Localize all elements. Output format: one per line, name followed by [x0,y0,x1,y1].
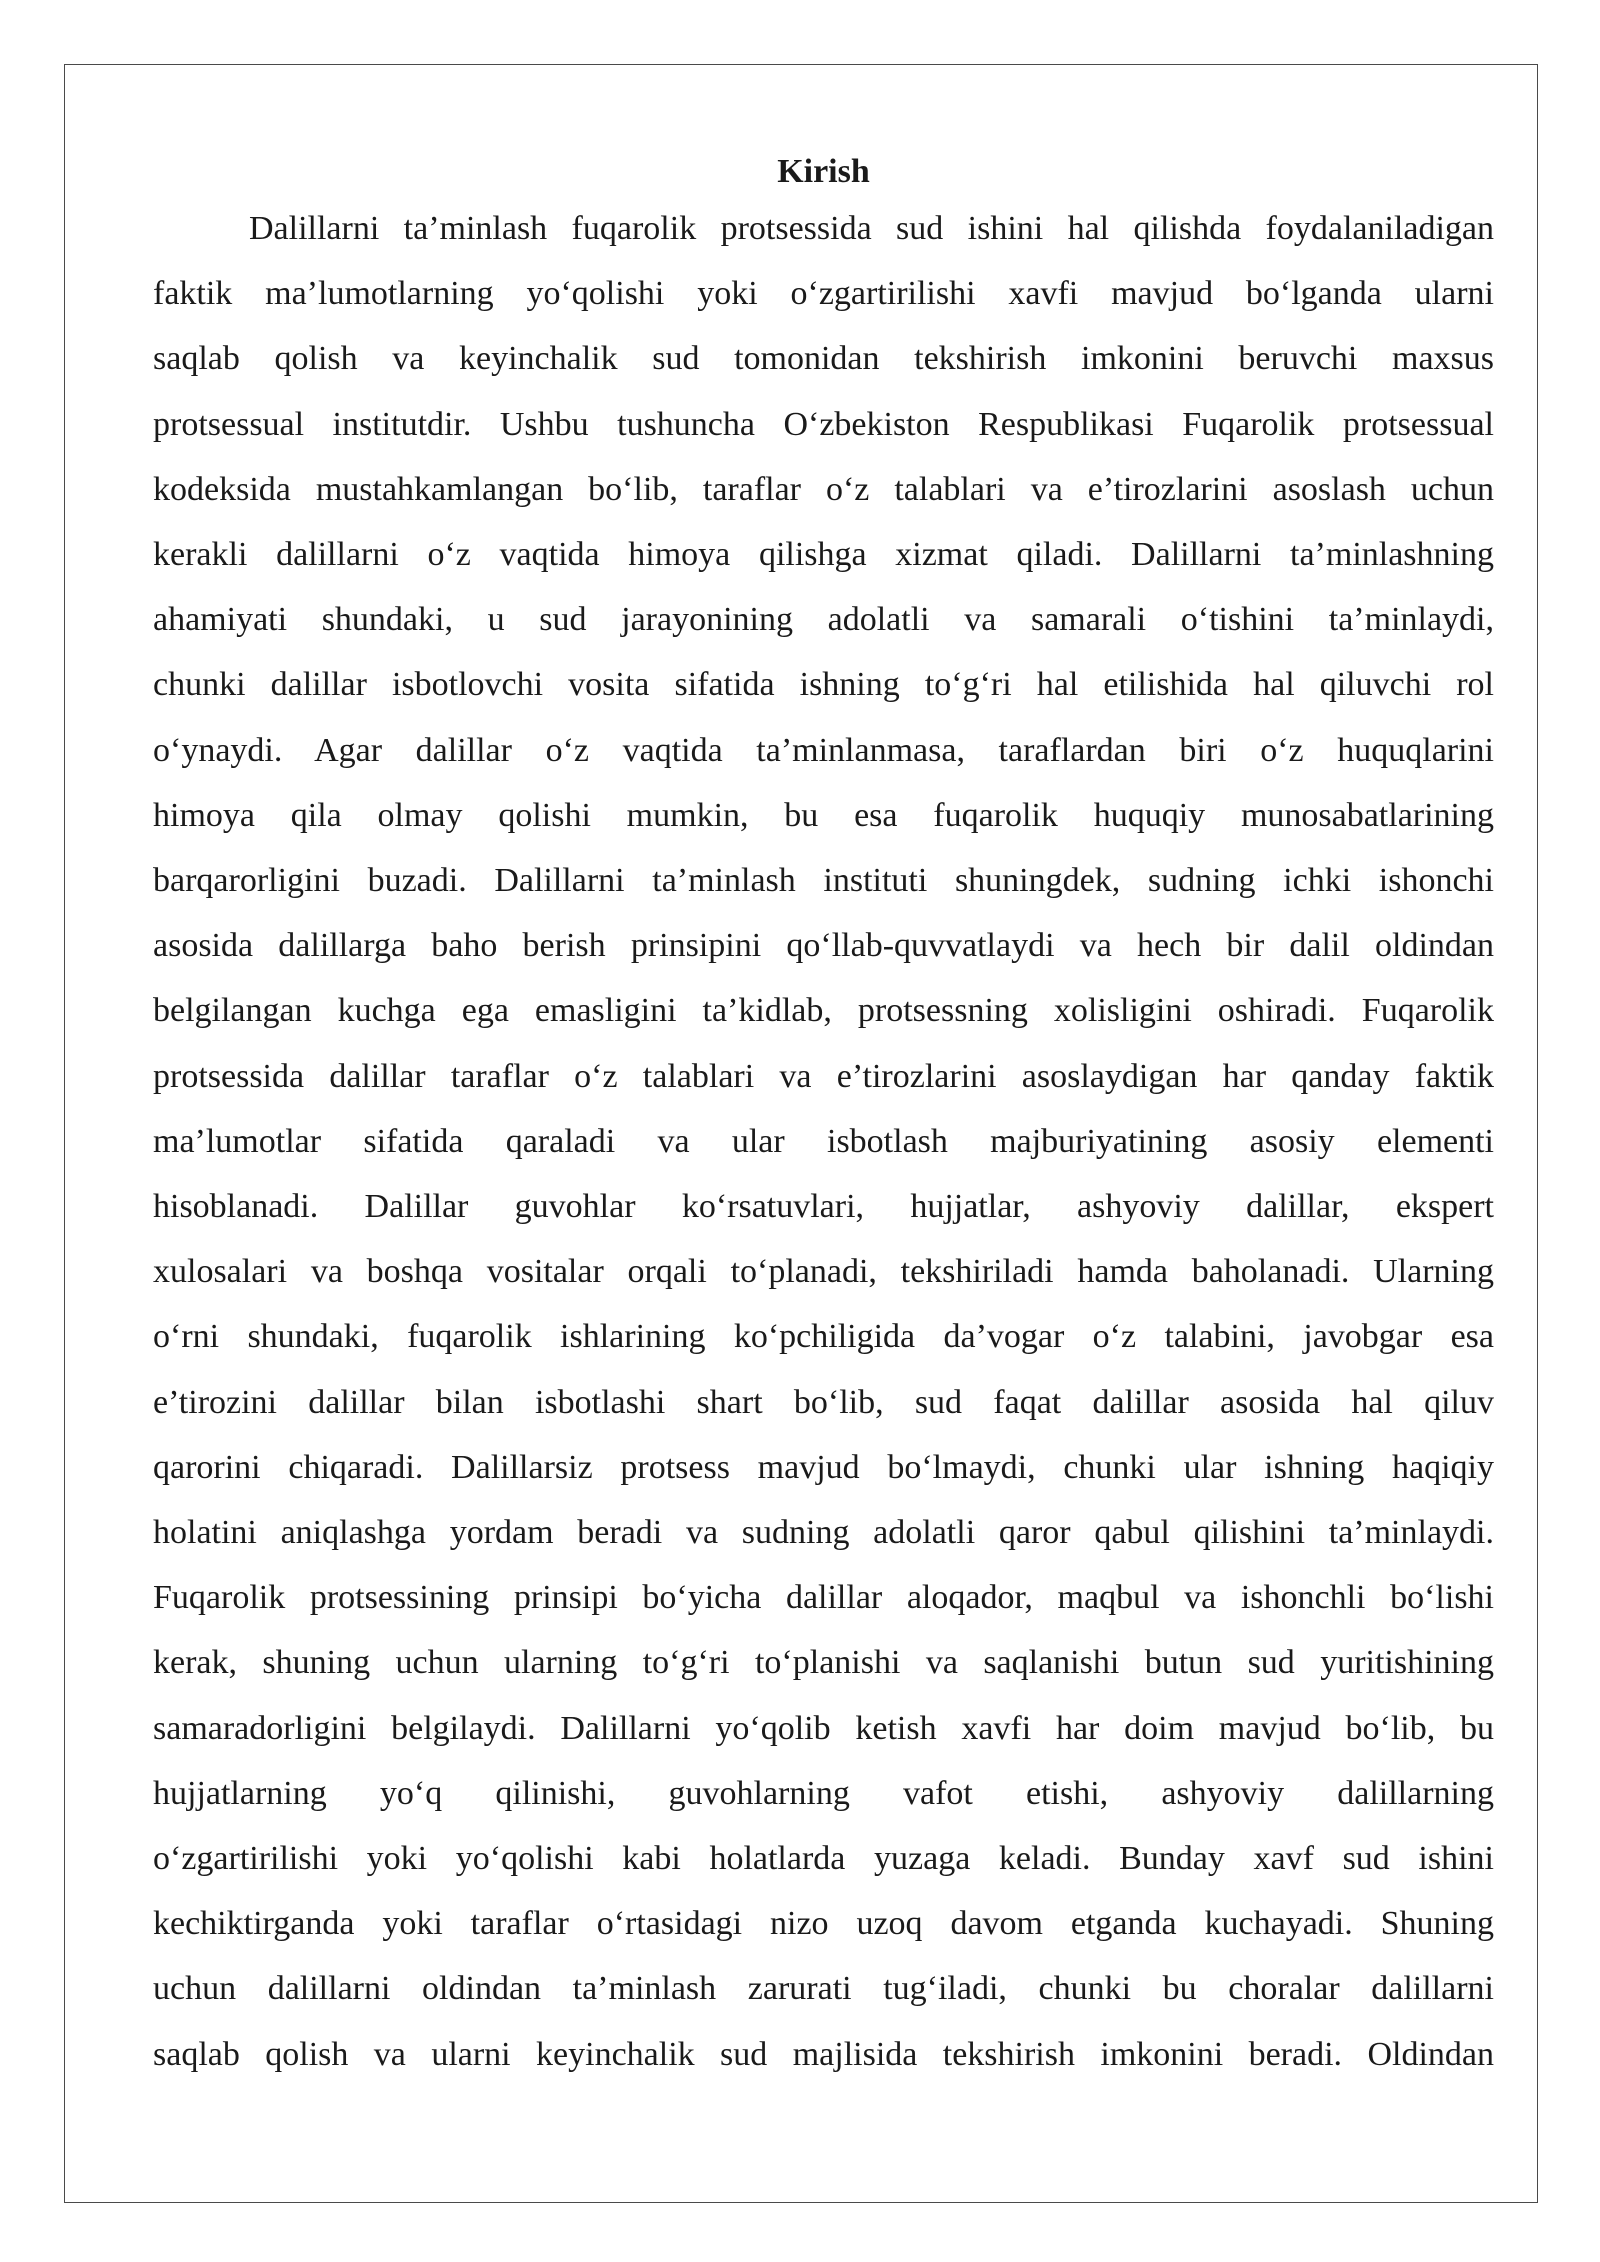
document-content [153,148,1494,2087]
text-line: hujjatlarning yo‘q qilinishi, guvohlarning vafot etishi, ashyoviy dalillarning [153,1774,1494,1812]
text-line: protsessida dalillar taraflar o‘z talablari va e’tirozlarini asoslaydigan har qanday faktik [153,1057,1494,1095]
text-line: chunki dalillar isbotlovchi vosita sifatida ishning to‘g‘ri hal etilishida hal qiluvchi rol [153,666,1494,704]
text-line: qarorini chiqaradi. Dalillarsiz protsess mavjud bo‘lmaydi, chunki ular ishning haqiqiy [153,1448,1494,1486]
text-line: hisoblanadi. Dalillar guvohlar ko‘rsatuvlari, hujjatlar, ashyoviy dalillar, ekspert [153,1188,1494,1226]
text-line: barqarorligini buzadi. Dalillarni ta’minlash instituti shuningdek, sudning ichki ishonchi [153,862,1494,900]
text-line: xulosalari va boshqa vositalar orqali to‘planadi, tekshiriladi hamda baholanadi. Ularning [153,1253,1494,1291]
text-line: ahamiyati shundaki, u sud jarayonining adolatli va samarali o‘tishini ta’minlaydi, [153,601,1494,639]
text-line: himoya qila olmay qolishi mumkin, bu esa fuqarolik huquqiy munosabatlarining [153,796,1494,834]
text-line: o‘ynaydi. Agar dalillar o‘z vaqtida ta’minlanmasa, taraflardan biri o‘z huquqlarini [153,731,1494,769]
text-line: kechiktirganda yoki taraflar o‘rtasidagi nizo uzoq davom etganda kuchayadi. Shuning [153,1905,1494,1943]
text-line: kerak, shuning uchun ularning to‘g‘ri to‘planishi va saqlanishi butun sud yuritishining [153,1644,1494,1682]
text-line: saqlab qolish va keyinchalik sud tomonidan tekshirish imkonini beruvchi maxsus [153,340,1494,378]
text-line: Fuqarolik protsessining prinsipi bo‘yicha dalillar aloqador, maqbul va ishonchli bo‘lishi [153,1579,1494,1617]
document-title: Kirish [777,153,870,190]
text-line: saqlab qolish va ularni keyinchalik sud majlisida tekshirish imkonini beradi. Oldindan [153,2035,1494,2073]
text-line: uchun dalillarni oldindan ta’minlash zarurati tug‘iladi, chunki bu choralar dalillarni [153,1970,1494,2008]
text-line: kodeksida mustahkamlangan bo‘lib, taraflar o‘z talablari va e’tirozlarini asoslash uchun [153,470,1494,508]
text-line: kerakli dalillarni o‘z vaqtida himoya qilishga xizmat qiladi. Dalillarni ta’minlashning [153,536,1494,574]
text-line: faktik ma’lumotlarning yo‘qolishi yoki o‘zgartirilishi xavfi mavjud bo‘lganda ularni [153,275,1494,313]
body-paragraph [153,196,1494,2087]
text-line: holatini aniqlashga yordam beradi va sudning adolatli qaror qabul qilishini ta’minlaydi. [153,1514,1494,1552]
text-line: Dalillarni ta’minlash fuqarolik protsessida sud ishini hal qilishda foydalaniladigan [249,210,1494,247]
text-line: ma’lumotlar sifatida qaraladi va ular isbotlash majburiyatining asosiy elementi [153,1122,1494,1160]
text-line: belgilangan kuchga ega emasligini ta’kidlab, protsessning xolisligini oshiradi. Fuqarolik [153,992,1494,1030]
text-line: asosida dalillarga baho berish prinsipini qo‘llab-quvvatlaydi va hech bir dalil oldindan [153,927,1494,965]
text-line: samaradorligini belgilaydi. Dalillarni yo‘qolib ketish xavfi har doim mavjud bo‘lib, bu [153,1709,1494,1747]
text-line: o‘zgartirilishi yoki yo‘qolishi kabi holatlarda yuzaga keladi. Bunday xavf sud ishini [153,1840,1494,1878]
text-line: protsessual institutdir. Ushbu tushuncha O‘zbekiston Respublikasi Fuqarolik protsessual [153,405,1494,443]
text-line: o‘rni shundaki, fuqarolik ishlarining ko‘pchiligida da’vogar o‘z talabini, javobgar esa [153,1318,1494,1356]
text-line: e’tirozini dalillar bilan isbotlashi shart bo‘lib, sud faqat dalillar asosida hal qiluv [153,1383,1494,1421]
